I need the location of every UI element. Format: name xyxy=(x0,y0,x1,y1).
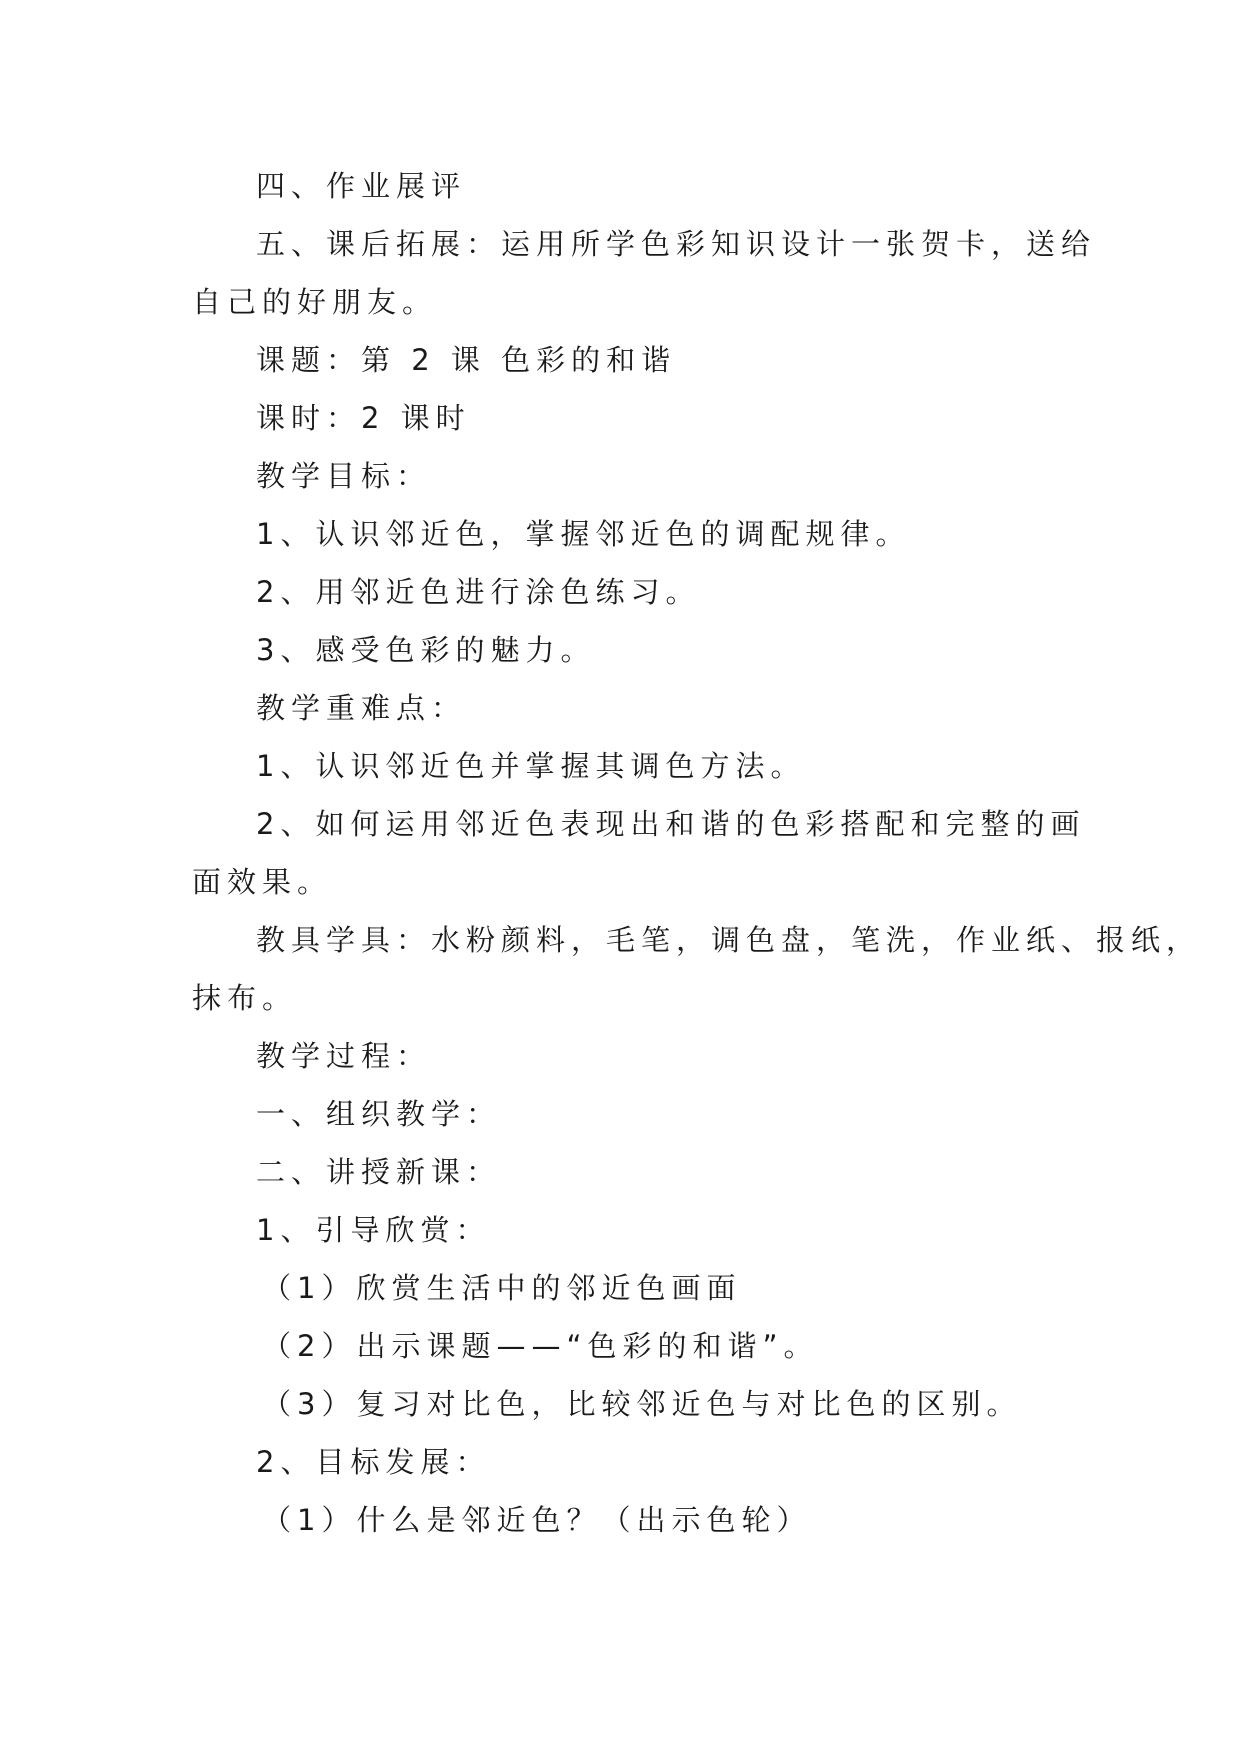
key-point-item: 1、认识邻近色并掌握其调色方法。 xyxy=(256,749,806,783)
objective-item: 3、感受色彩的魅力。 xyxy=(256,633,596,667)
section-heading-homework-review: 四、作业展评 xyxy=(256,169,467,203)
objective-item: 1、认识邻近色，掌握邻近色的调配规律。 xyxy=(256,517,911,551)
key-points-heading: 教学重难点： xyxy=(256,691,467,725)
section-heading-extension: 五、课后拓展：运用所学色彩知识设计一张贺卡，送给 xyxy=(256,227,1097,261)
process-substep: 2、目标发展： xyxy=(256,1445,491,1479)
paragraph-continuation: 面效果。 xyxy=(192,865,333,899)
process-detail: （3）复习对比色，比较邻近色与对比色的区别。 xyxy=(262,1387,1022,1421)
materials-paragraph: 教具学具：水粉颜料，毛笔，调色盘，笔洗，作业纸、报纸， xyxy=(256,923,1202,957)
process-step: 一、组织教学： xyxy=(256,1097,502,1131)
process-detail: （2）出示课题——“色彩的和谐”。 xyxy=(262,1329,819,1363)
lesson-title: 课题：第 2 课 色彩的和谐 xyxy=(256,343,677,377)
process-detail: （1）欣赏生活中的邻近色画面 xyxy=(262,1271,742,1305)
process-detail: （1）什么是邻近色？（出示色轮） xyxy=(262,1503,812,1537)
process-substep: 1、引导欣赏： xyxy=(256,1213,491,1247)
process-step: 二、讲授新课： xyxy=(256,1155,502,1189)
objective-item: 2、用邻近色进行涂色练习。 xyxy=(256,575,701,609)
process-heading: 教学过程： xyxy=(256,1039,432,1073)
lesson-hours: 课时：2 课时 xyxy=(256,401,471,435)
paragraph-continuation: 抹布。 xyxy=(192,981,298,1015)
paragraph-continuation: 自己的好朋友。 xyxy=(192,285,438,319)
key-point-item: 2、如何运用邻近色表现出和谐的色彩搭配和完整的画 xyxy=(256,807,1086,841)
objectives-heading: 教学目标： xyxy=(256,459,432,493)
